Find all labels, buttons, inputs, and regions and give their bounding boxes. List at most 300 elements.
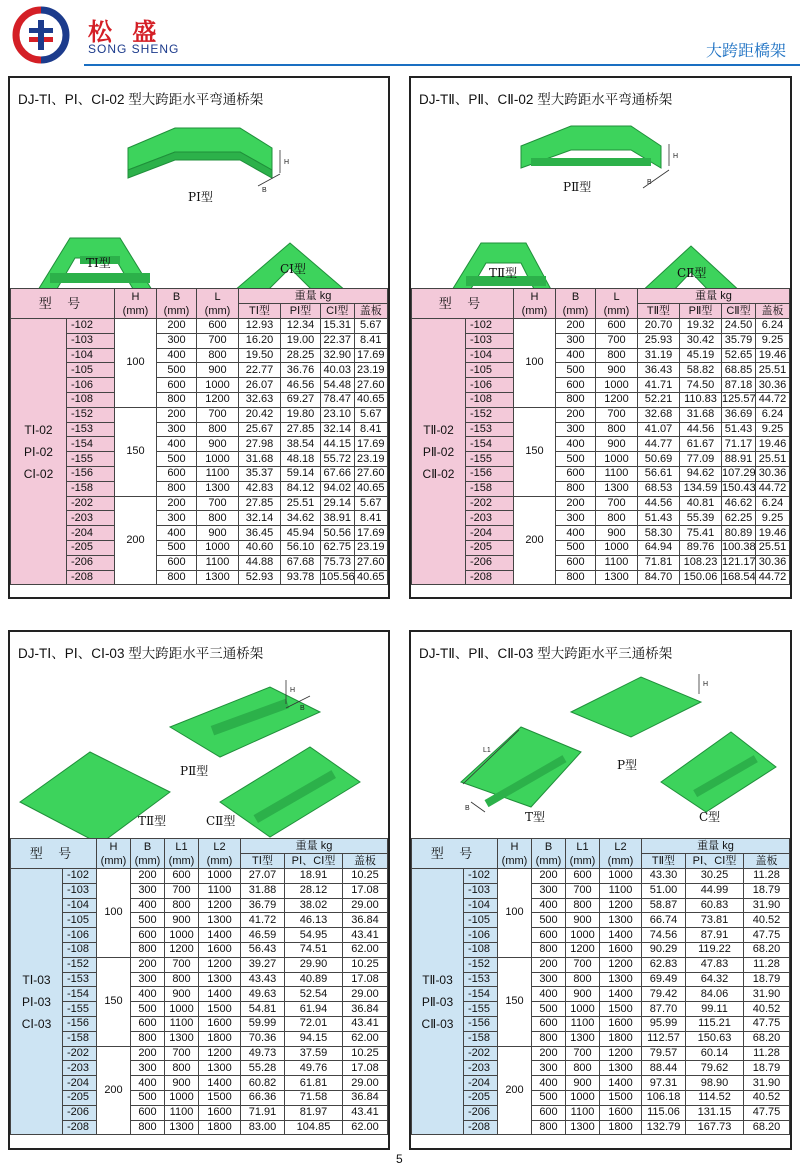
table-row <box>412 570 790 585</box>
table-cell: 1200 <box>566 942 600 957</box>
spec-table <box>411 288 790 585</box>
table-cell: 1500 <box>199 1090 241 1105</box>
model-group-label: CⅠ-02 <box>23 466 54 481</box>
table-row <box>412 466 790 481</box>
table-row <box>11 555 388 570</box>
table-cell: 800 <box>197 511 239 526</box>
table-row <box>11 1061 388 1076</box>
table-cell: 800 <box>157 570 197 585</box>
table-cell: 17.08 <box>343 1061 388 1076</box>
table-cell: 800 <box>556 570 596 585</box>
table-cell: 10.25 <box>343 1046 388 1061</box>
table-cell: 115.06 <box>642 1105 686 1120</box>
table-cell: 60.82 <box>241 1076 285 1091</box>
table-cell: 44.56 <box>680 422 722 437</box>
table-cell: 32.14 <box>239 511 281 526</box>
table-cell: 29.90 <box>285 957 343 972</box>
table-cell: 700 <box>596 407 638 422</box>
table-cell: 900 <box>596 363 638 378</box>
table-cell: 28.25 <box>281 348 321 363</box>
table-cell: 31.68 <box>680 407 722 422</box>
table-cell: 300 <box>157 422 197 437</box>
model-suffix-cell: -204 <box>466 526 514 541</box>
table-row <box>11 987 388 1002</box>
column-header-l2: L2 (mm) <box>199 839 241 869</box>
table-cell: 400 <box>157 526 197 541</box>
model-suffix-cell: -106 <box>67 378 115 393</box>
table-cell: 900 <box>596 437 638 452</box>
table-cell: 167.73 <box>686 1120 744 1135</box>
table-cell: 1000 <box>197 378 239 393</box>
table-cell: 79.62 <box>686 1061 744 1076</box>
column-header-b: B (mm) <box>157 289 197 319</box>
column-header-l2: L2 (mm) <box>600 839 642 869</box>
table-cell: 1000 <box>566 1002 600 1017</box>
table-cell: 600 <box>157 466 197 481</box>
table-cell: 800 <box>532 1031 566 1046</box>
column-header-model: 型 号 <box>11 839 97 869</box>
table-cell: 300 <box>131 883 165 898</box>
brand-name-cn: 松 盛 <box>88 17 163 46</box>
header-divider <box>84 64 800 66</box>
table-row <box>412 555 790 570</box>
table-cell: 99.11 <box>686 1002 744 1017</box>
table-cell: 71.81 <box>638 555 680 570</box>
table-cell: 24.50 <box>722 319 756 334</box>
table-cell: 39.27 <box>241 957 285 972</box>
table-cell: 67.66 <box>321 466 355 481</box>
column-header-weight-p: PⅡ型 <box>680 304 722 319</box>
figure-label-c: CⅡ型 <box>677 266 707 280</box>
model-suffix-cell: -202 <box>464 1046 498 1061</box>
table-cell: 25.93 <box>638 333 680 348</box>
table-row <box>412 898 790 913</box>
table-cell: 115.21 <box>686 1016 744 1031</box>
model-suffix-cell: -206 <box>464 1105 498 1120</box>
model-group-cell <box>11 869 63 1135</box>
table-cell: 17.69 <box>354 437 388 452</box>
table-cell: 8.41 <box>354 333 388 348</box>
table-cell: 66.74 <box>642 913 686 928</box>
table-cell: 600 <box>532 1016 566 1031</box>
table-row <box>11 1002 388 1017</box>
table-cell: 34.62 <box>281 511 321 526</box>
table-cell: 18.79 <box>744 972 790 987</box>
table-cell: 36.84 <box>343 1002 388 1017</box>
table-cell: 1600 <box>199 1016 241 1031</box>
table-cell: 51.00 <box>642 883 686 898</box>
table-cell: 27.60 <box>354 555 388 570</box>
table-cell: 1000 <box>197 540 239 555</box>
table-cell: 800 <box>197 348 239 363</box>
model-suffix-cell: -208 <box>466 570 514 585</box>
table-row <box>412 942 790 957</box>
column-header-weight-t: TⅡ型 <box>642 854 686 869</box>
width-dimension-label: B <box>647 179 652 186</box>
model-suffix-cell: -158 <box>63 1031 97 1046</box>
table-cell: 150.43 <box>722 482 756 495</box>
table-cell: 17.69 <box>354 526 388 541</box>
table-row <box>11 333 388 348</box>
model-group-label: PⅡ-02 <box>422 444 455 459</box>
table-cell: 121.17 <box>722 556 756 569</box>
table-cell: 1000 <box>165 1090 199 1105</box>
model-suffix-cell: -103 <box>466 333 514 348</box>
table-cell: 1600 <box>600 942 642 957</box>
table-cell: 900 <box>197 526 239 541</box>
table-cell: 1300 <box>596 481 638 496</box>
table-cell: 300 <box>556 422 596 437</box>
figure-label-c: CⅡ型 <box>206 814 236 828</box>
table-cell: 71.91 <box>241 1105 285 1120</box>
table-cell: 62.00 <box>343 1031 388 1046</box>
table-row <box>11 942 388 957</box>
table-row <box>412 1002 790 1017</box>
table-row <box>11 422 388 437</box>
table-cell: 200 <box>131 957 165 972</box>
table-cell: 900 <box>197 363 239 378</box>
table-row <box>412 987 790 1002</box>
table-cell: 1000 <box>199 869 241 884</box>
model-suffix-cell: -108 <box>466 392 514 407</box>
model-suffix-cell: -106 <box>464 928 498 943</box>
table-cell: 23.19 <box>354 540 388 555</box>
table-cell: 19.46 <box>756 526 790 541</box>
table-cell: 1400 <box>199 987 241 1002</box>
table-cell: 131.15 <box>686 1105 744 1120</box>
table-cell: 107.29 <box>722 467 756 480</box>
table-cell: 200 <box>157 319 197 334</box>
table-row <box>412 511 790 526</box>
table-cell: 6.24 <box>756 407 790 422</box>
table-row <box>11 466 388 481</box>
table-cell: 51.43 <box>722 422 756 437</box>
table-cell: 44.72 <box>756 481 790 496</box>
figure-label-p: PⅡ型 <box>563 180 592 194</box>
cable-tray-illustration <box>10 632 390 842</box>
table-cell: 600 <box>131 1105 165 1120</box>
column-header-weight-t: TⅡ型 <box>638 304 680 319</box>
table-cell: 500 <box>556 452 596 467</box>
column-header-weight: 重量 kg <box>241 839 388 854</box>
table-cell: 1200 <box>199 1046 241 1061</box>
table-row <box>11 898 388 913</box>
table-cell: 9.25 <box>756 511 790 526</box>
table-cell: 28.12 <box>285 883 343 898</box>
table-row <box>11 972 388 987</box>
table-row <box>11 319 388 334</box>
table-row <box>11 1120 388 1135</box>
songsheng-logo-icon <box>10 6 72 64</box>
model-suffix-cell: -202 <box>466 496 514 511</box>
table-row <box>412 526 790 541</box>
table-cell: 1300 <box>600 1061 642 1076</box>
table-row <box>412 540 790 555</box>
table-cell: 400 <box>532 898 566 913</box>
table-cell: 19.46 <box>756 348 790 363</box>
table-row <box>11 957 388 972</box>
table-cell: 500 <box>131 1090 165 1105</box>
table-cell: 1600 <box>600 1105 642 1120</box>
table-cell: 1300 <box>199 1061 241 1076</box>
table-cell: 45.19 <box>680 348 722 363</box>
table-cell: 105.56 <box>321 570 355 583</box>
model-suffix-cell: -204 <box>63 1076 97 1091</box>
table-cell: 9.25 <box>756 333 790 348</box>
table-cell: 40.65 <box>354 392 388 407</box>
table-row <box>412 407 790 422</box>
table-cell: 600 <box>157 555 197 570</box>
table-cell: 61.81 <box>285 1076 343 1091</box>
column-header-weight-cover: 盖板 <box>343 854 388 869</box>
table-row <box>11 481 388 496</box>
table-cell: 40.65 <box>354 481 388 496</box>
table-cell: 500 <box>131 1002 165 1017</box>
table-cell: 25.51 <box>756 540 790 555</box>
table-cell: 300 <box>532 1061 566 1076</box>
table-cell: 68.53 <box>638 481 680 496</box>
table-cell: 84.06 <box>686 987 744 1002</box>
model-group-label: TⅡ-03 <box>422 972 453 987</box>
table-cell: 36.43 <box>638 363 680 378</box>
table-cell: 59.99 <box>241 1016 285 1031</box>
model-suffix-cell: -156 <box>67 466 115 481</box>
column-header-weight-t: TⅠ型 <box>241 854 285 869</box>
table-row <box>412 1046 790 1061</box>
spec-table <box>10 288 388 585</box>
table-cell: 62.25 <box>722 511 756 526</box>
table-cell: 125.57 <box>722 393 756 406</box>
table-cell: 67.68 <box>281 555 321 570</box>
table-cell: 700 <box>566 883 600 898</box>
model-suffix-cell: -108 <box>464 942 498 957</box>
table-row <box>11 378 388 393</box>
table-cell: 46.62 <box>722 496 756 511</box>
table-cell: 800 <box>165 972 199 987</box>
table-cell: 800 <box>566 972 600 987</box>
table-cell: 41.07 <box>638 422 680 437</box>
table-cell: 400 <box>131 898 165 913</box>
table-cell: 27.07 <box>241 869 285 884</box>
table-cell: 88.91 <box>722 452 756 467</box>
column-header-weight: 重量 kg <box>239 289 388 304</box>
table-row <box>412 1120 790 1135</box>
column-header-h: H (mm) <box>498 839 532 869</box>
table-cell: 400 <box>157 348 197 363</box>
table-cell: 1500 <box>600 1090 642 1105</box>
table-cell: 90.29 <box>642 942 686 957</box>
table-cell: 31.90 <box>744 898 790 913</box>
table-cell: 500 <box>556 363 596 378</box>
model-group-label: PⅠ-02 <box>24 444 53 459</box>
model-group-cell <box>412 869 464 1135</box>
table-cell: 61.94 <box>285 1002 343 1017</box>
table-cell: 31.68 <box>239 452 281 467</box>
table-cell: 900 <box>197 437 239 452</box>
table-cell: 64.32 <box>686 972 744 987</box>
table-cell: 1300 <box>165 1120 199 1135</box>
table-row <box>11 511 388 526</box>
model-suffix-cell: -104 <box>466 348 514 363</box>
column-header-weight-t: TⅠ型 <box>239 304 281 319</box>
table-cell: 46.13 <box>285 913 343 928</box>
table-cell: 600 <box>131 928 165 943</box>
model-suffix-cell: -153 <box>63 972 97 987</box>
table-cell: 68.20 <box>744 942 790 957</box>
model-suffix-cell: -105 <box>466 363 514 378</box>
table-cell: 45.94 <box>281 526 321 541</box>
length-dimension-label: L1 <box>483 747 491 754</box>
table-cell: 60.83 <box>686 898 744 913</box>
height-cell: 200 <box>498 1046 532 1135</box>
table-cell: 87.91 <box>686 928 744 943</box>
table-cell: 30.36 <box>756 378 790 393</box>
model-suffix-cell: -108 <box>67 392 115 407</box>
table-cell: 27.85 <box>281 422 321 437</box>
table-cell: 32.14 <box>321 422 355 437</box>
table-row <box>11 392 388 407</box>
table-row <box>412 422 790 437</box>
figure-label-t: T型 <box>525 810 546 824</box>
table-row <box>412 1076 790 1091</box>
table-row <box>412 496 790 511</box>
height-dimension-label: H <box>673 153 679 160</box>
column-header-l1: L1 (mm) <box>566 839 600 869</box>
table-cell: 22.77 <box>239 363 281 378</box>
model-suffix-cell: -105 <box>67 363 115 378</box>
model-group-cell <box>11 319 67 585</box>
table-cell: 1000 <box>596 540 638 555</box>
table-cell: 75.73 <box>321 555 355 570</box>
table-cell: 300 <box>556 511 596 526</box>
table-cell: 30.25 <box>686 869 744 884</box>
table-cell: 800 <box>157 481 197 496</box>
figure-label-t: TⅡ型 <box>489 266 518 280</box>
table-cell: 23.19 <box>354 363 388 378</box>
model-suffix-cell: -152 <box>67 407 115 422</box>
table-cell: 27.60 <box>354 466 388 481</box>
panel-elbow-type1 <box>8 76 390 599</box>
model-suffix-cell: -205 <box>466 540 514 555</box>
table-cell: 32.68 <box>638 407 680 422</box>
table-cell: 1200 <box>165 942 199 957</box>
table-cell: 6.24 <box>756 319 790 334</box>
table-cell: 300 <box>131 972 165 987</box>
model-suffix-cell: -152 <box>466 407 514 422</box>
column-header-model: 型 号 <box>11 289 115 319</box>
table-cell: 1100 <box>199 883 241 898</box>
model-suffix-cell: -103 <box>67 333 115 348</box>
table-cell: 50.69 <box>638 452 680 467</box>
table-cell: 700 <box>596 496 638 511</box>
table-cell: 31.19 <box>638 348 680 363</box>
model-suffix-cell: -156 <box>464 1016 498 1031</box>
table-cell: 150.63 <box>686 1031 744 1046</box>
table-cell: 43.43 <box>241 972 285 987</box>
height-cell: 150 <box>115 407 157 496</box>
table-cell: 400 <box>556 437 596 452</box>
column-header-weight-pc: PⅠ、CⅠ型 <box>686 854 744 869</box>
table-cell: 25.51 <box>281 496 321 511</box>
table-cell: 900 <box>165 913 199 928</box>
table-cell: 62.00 <box>343 942 388 957</box>
table-cell: 110.83 <box>680 392 722 407</box>
table-cell: 70.36 <box>241 1031 285 1046</box>
table-cell: 300 <box>157 511 197 526</box>
table-cell: 132.79 <box>642 1120 686 1135</box>
table-row <box>412 972 790 987</box>
table-cell: 1800 <box>600 1120 642 1135</box>
table-cell: 87.18 <box>722 378 756 393</box>
height-cell: 150 <box>514 407 556 496</box>
table-cell: 1000 <box>600 869 642 884</box>
table-row <box>11 540 388 555</box>
table-cell: 700 <box>566 1046 600 1061</box>
figure-label-p: PⅠ型 <box>188 190 213 204</box>
table-cell: 75.41 <box>680 526 722 541</box>
table-row <box>11 1090 388 1105</box>
model-suffix-cell: -206 <box>63 1105 97 1120</box>
model-suffix-cell: -202 <box>67 496 115 511</box>
model-suffix-cell: -153 <box>466 422 514 437</box>
model-suffix-cell: -103 <box>464 883 498 898</box>
table-cell: 68.85 <box>722 363 756 378</box>
table-cell: 10.25 <box>343 869 388 884</box>
model-suffix-cell: -208 <box>67 570 115 585</box>
table-cell: 36.84 <box>343 1090 388 1105</box>
table-cell: 56.61 <box>638 466 680 481</box>
panel-elbow-type2 <box>409 76 792 599</box>
table-cell: 168.54 <box>722 570 756 583</box>
table-cell: 74.50 <box>680 378 722 393</box>
table-cell: 44.15 <box>321 437 355 452</box>
table-row <box>412 1016 790 1031</box>
table-cell: 19.00 <box>281 333 321 348</box>
height-dimension-label: H <box>290 687 296 694</box>
table-cell: 11.28 <box>744 1046 790 1061</box>
model-group-label: TⅠ-03 <box>22 972 51 987</box>
table-cell: 74.51 <box>285 942 343 957</box>
table-cell: 106.18 <box>642 1090 686 1105</box>
table-cell: 1800 <box>600 1031 642 1046</box>
table-cell: 1300 <box>197 481 239 496</box>
table-cell: 19.32 <box>680 319 722 334</box>
table-cell: 5.67 <box>354 496 388 511</box>
model-suffix-cell: -203 <box>466 511 514 526</box>
table-cell: 800 <box>157 392 197 407</box>
table-cell: 12.93 <box>239 319 281 334</box>
table-cell: 1800 <box>199 1120 241 1135</box>
model-suffix-cell: -156 <box>63 1016 97 1031</box>
table-cell: 1600 <box>199 942 241 957</box>
table-cell: 17.08 <box>343 883 388 898</box>
table-cell: 800 <box>596 511 638 526</box>
table-cell: 500 <box>532 1090 566 1105</box>
table-cell: 43.41 <box>343 928 388 943</box>
table-cell: 1200 <box>600 957 642 972</box>
table-row <box>412 452 790 467</box>
model-suffix-cell: -206 <box>67 555 115 570</box>
table-cell: 52.21 <box>638 392 680 407</box>
table-cell: 79.57 <box>642 1046 686 1061</box>
table-cell: 94.62 <box>680 466 722 481</box>
table-row <box>412 348 790 363</box>
table-cell: 80.89 <box>722 526 756 541</box>
table-cell: 800 <box>165 1061 199 1076</box>
height-dimension-label: H <box>284 159 290 166</box>
column-header-weight-c: CⅡ型 <box>722 304 756 319</box>
table-cell: 200 <box>532 957 566 972</box>
